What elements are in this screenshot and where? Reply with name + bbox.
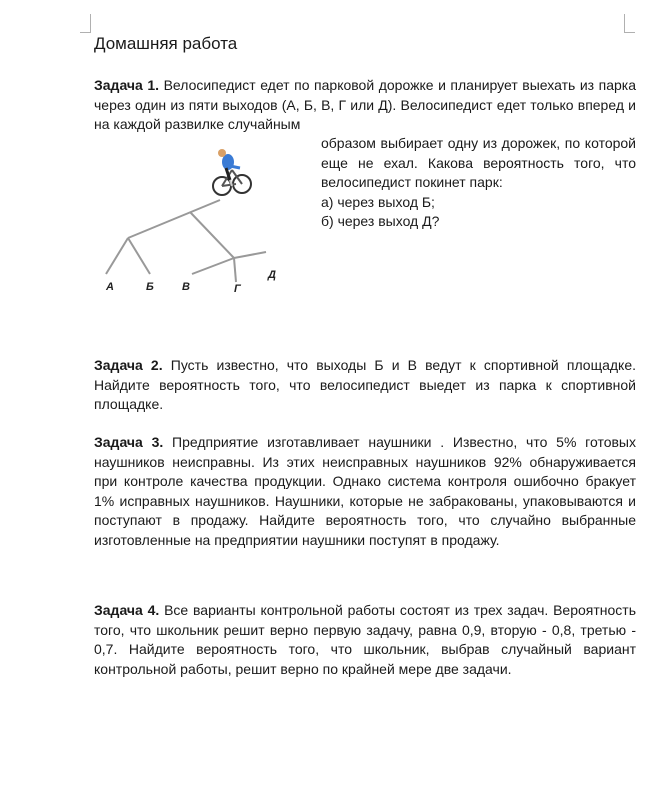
exit-label-v: В (182, 281, 190, 293)
exit-label-b: Б (146, 281, 154, 293)
task-3-label: Задача 3. (94, 434, 164, 450)
task-1-continuation (321, 134, 636, 232)
task-3 (94, 433, 636, 550)
park-paths-diagram (94, 140, 294, 300)
task-2-text: Пусть известно, что выходы Б и В ведут к спортивной площадке. Найдите вероятность того, что велосипедист выедет из парка к спортивной площадке. (94, 357, 636, 412)
task-1-option-b: б) через выход Д? (321, 213, 440, 229)
task-2-label: Задача 2. (94, 357, 163, 373)
task-2 (94, 356, 636, 415)
exit-label-a: А (106, 281, 114, 293)
page-title: Домашняя работа (94, 34, 238, 53)
task-4 (94, 601, 636, 679)
task-1-side-text: образом выбирает одну из дорожек, по которой еще не ехал. Какова вероятность того, что велосипедист покинет парк: (321, 135, 636, 190)
page-corner-mark-right (624, 14, 635, 33)
task-1 (94, 76, 636, 135)
task-1-text: Велосипедист едет по парковой дорожке и планирует выехать из парка через один из пяти выходов (А, Б, В, Г или Д). Велосипедист едет только вперед и на каждой развилке случайным (94, 77, 637, 132)
path-lines (106, 200, 266, 282)
task-4-text: Все варианты контрольной работы состоят из трех задач. Вероятность того, что школьник решит верно первую задачу, равна 0,9, вторую - 0,8, третью - 0,7. Найдите вероятность того, что школьник, выбрав случайный вариант контрольной работы, решит верно по крайней мере две задачи. (94, 602, 636, 677)
exit-label-g: Г (234, 283, 241, 295)
task-1-label: Задача 1. (94, 77, 160, 93)
cyclist-icon (213, 149, 251, 195)
task-3-text: Предприятие изготавливает наушники . Известно, что 5% готовых наушников неисправны. Из этих неисправных наушников 92% обнаруживается при контроле качества продукции. Однако система контроля ошибочно бракует 1% исправных наушников. Наушники, которые не забракованы, упаковываются и поступают в продажу. Найдите вероятность того, что случайно выбранные изготовленные на предприятии наушники поступят в продажу. (94, 434, 636, 548)
task-4-label: Задача 4. (94, 602, 160, 618)
page-corner-mark-left (80, 14, 91, 33)
task-1-option-a: а) через выход Б; (321, 193, 435, 210)
exit-label-d: Д (268, 269, 276, 281)
